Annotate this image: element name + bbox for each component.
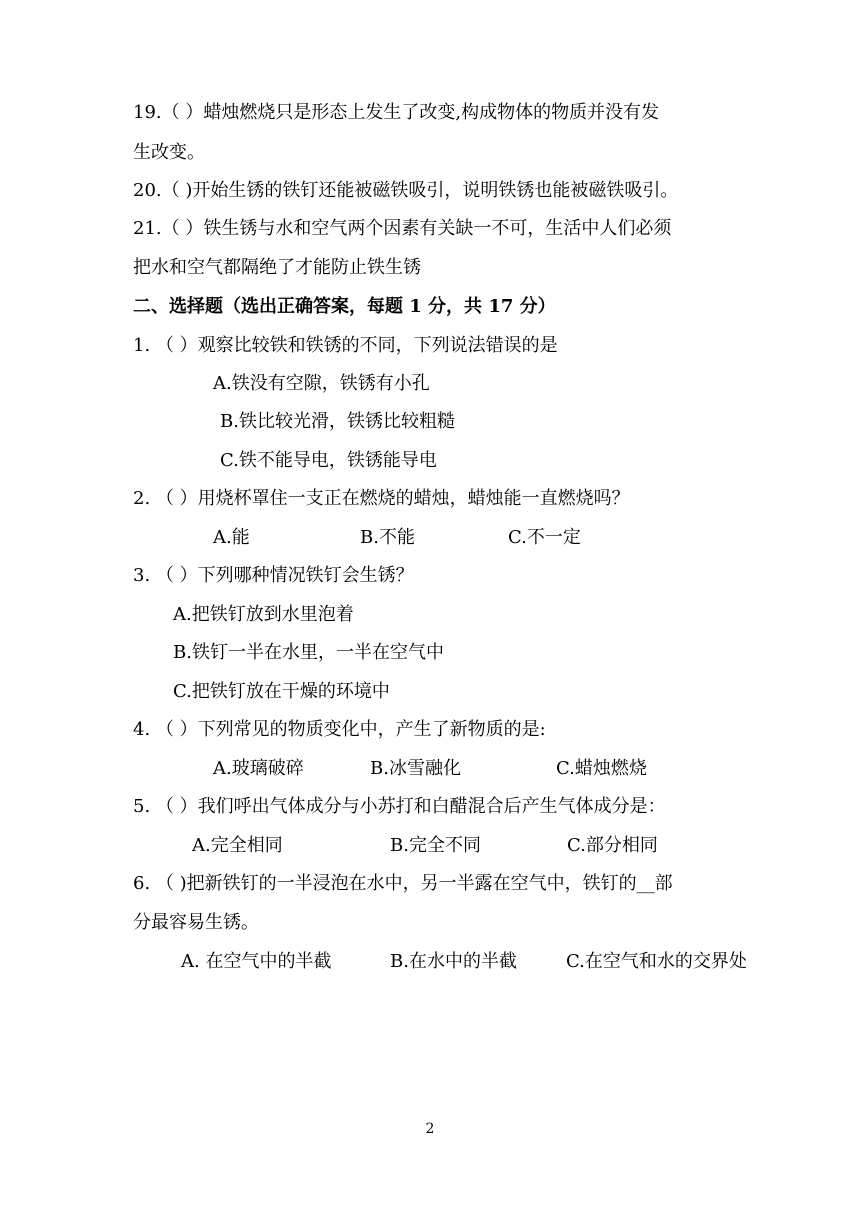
mc-q2-stem: 2. （ ）用烧杯罩住一支正在燃烧的蜡烛，蜡烛能一直燃烧吗？ <box>133 488 630 509</box>
mc-q3-option-b: B.铁钉一半在水里，一半在空气中 <box>173 642 444 663</box>
mc-q1-stem: 1. （ ）观察比较铁和铁锈的不同，下列说法错误的是 <box>133 335 558 356</box>
mc-q6-stem-line1: 6. （ )把新铁钉的一半浸泡在水中，另一半露在空气中，铁钉的__部 <box>133 873 673 894</box>
q21-line2: 把水和空气都隔绝了才能防止铁生锈 <box>133 257 421 278</box>
mc-q4-option-b: B.冰雪融化 <box>370 758 461 779</box>
mc-q6-option-b: B.在水中的半截 <box>390 951 517 972</box>
mc-q1-option-a: A.铁没有空隙，铁锈有小孔 <box>213 373 430 394</box>
section2-title: 二、选择题（选出正确答案，每题 1 分，共 17 分） <box>133 296 556 317</box>
mc-q6-option-a: A. 在空气中的半截 <box>181 951 332 972</box>
mc-q4-option-c: C.蜡烛燃烧 <box>556 758 647 779</box>
mc-q4-stem: 4. （ ）下列常见的物质变化中，产生了新物质的是: <box>133 719 546 740</box>
mc-q2-option-b: B.不能 <box>360 527 415 548</box>
mc-q5-option-b: B.完全不同 <box>390 835 481 856</box>
mc-q2-option-c: C.不一定 <box>508 527 581 548</box>
q19-line1: 19.（ ）蜡烛燃烧只是形态上发生了改变,构成物体的物质并没有发 <box>133 102 660 123</box>
page-number: 2 <box>425 1121 435 1137</box>
mc-q5-stem: 5. （ ）我们呼出气体成分与小苏打和白醋混合后产生气体成分是： <box>133 796 666 817</box>
q20-line1: 20.（ )开始生锈的铁钉还能被磁铁吸引，说明铁锈也能被磁铁吸引。 <box>133 180 679 201</box>
mc-q1-option-b: B.铁比较光滑，铁锈比较粗糙 <box>220 411 455 432</box>
q19-line2: 生改变。 <box>133 142 205 163</box>
mc-q3-option-a: A.把铁钉放到水里泡着 <box>173 604 354 625</box>
mc-q3-stem: 3. （ ）下列哪种情况铁钉会生锈？ <box>133 565 414 586</box>
mc-q6-option-c: C.在空气和水的交界处 <box>566 951 747 972</box>
mc-q5-option-c: C.部分相同 <box>567 835 658 856</box>
mc-q4-option-a: A.玻璃破碎 <box>213 758 304 779</box>
mc-q6-stem-line2: 分最容易生锈。 <box>133 912 259 933</box>
mc-q1-option-c: C.铁不能导电，铁锈能导电 <box>220 450 437 471</box>
q21-line1: 21.（ ）铁生锈与水和空气两个因素有关缺一不可，生活中人们必须 <box>133 218 672 239</box>
mc-q5-option-a: A.完全相同 <box>192 835 283 856</box>
mc-q2-option-a: A.能 <box>213 527 250 548</box>
mc-q3-option-c: C.把铁钉放在干燥的环境中 <box>173 681 390 702</box>
